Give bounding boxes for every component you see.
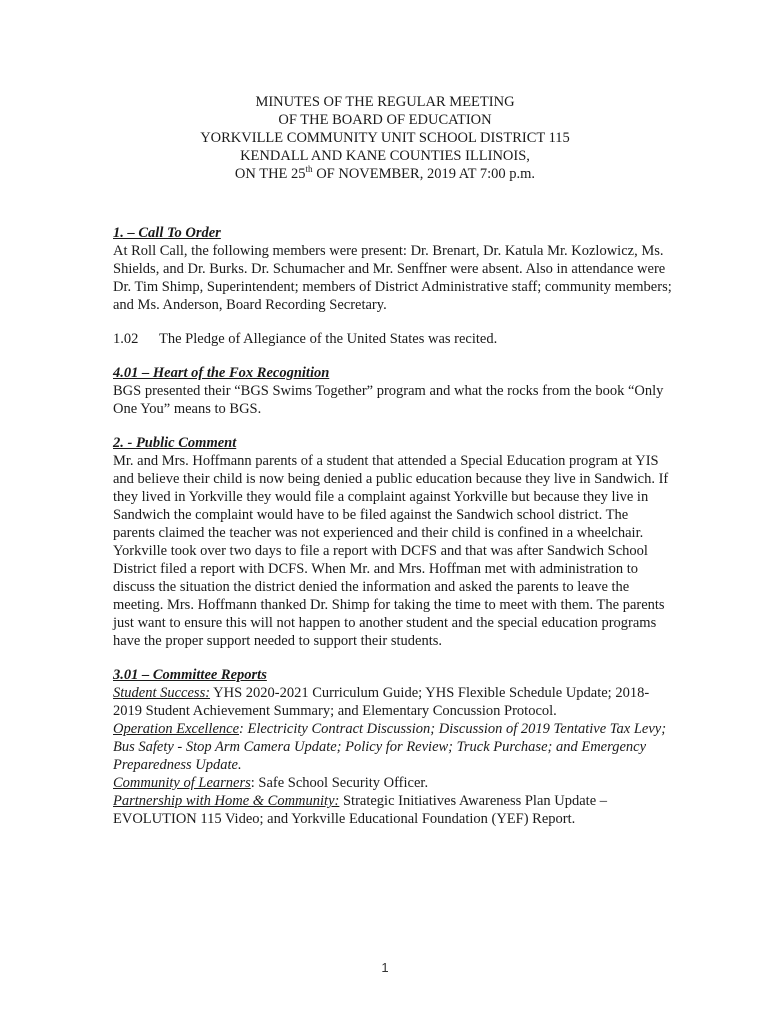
student-success-label: Student Success:: [113, 685, 211, 701]
pledge-text: The Pledge of Allegiance of the United States was recited.: [159, 331, 498, 347]
community-of-learners-paragraph: [113, 774, 673, 792]
header-line-5: [0, 165, 770, 183]
header-date-post: OF NOVEMBER, 2019 AT 7:00 p.m.: [312, 166, 536, 182]
pledge-number: 1.02: [113, 331, 139, 347]
operation-excellence-paragraph: [113, 720, 673, 774]
section-call-to-order: [113, 224, 673, 314]
document-header: [0, 93, 770, 183]
student-success-paragraph: [113, 684, 673, 720]
operation-excellence-text: : Electricity Contract Discussion; Discussion of 2019 Tentative Tax Levy; Bus Safety - Stop Arm Camera Update; Policy for Review; Truck Purchase; and Emergency Preparedness Update.: [113, 721, 667, 773]
document-body: [113, 224, 673, 828]
committee-reports-heading: 3.01 – Committee Reports: [113, 667, 267, 683]
header-date-pre: ON THE 25: [234, 166, 306, 182]
section-heart-of-fox: [113, 364, 673, 418]
heart-of-fox-body: BGS presented their “BGS Swims Together” program and what the rocks from the book “Only One You” means to BGS.: [113, 383, 664, 417]
community-of-learners-label: Community of Learners: [113, 775, 251, 791]
header-line-1: MINUTES OF THE REGULAR MEETING: [255, 94, 515, 110]
partnership-label: Partnership with Home & Community:: [113, 793, 340, 809]
partnership-text: Strategic Initiatives Awareness Plan Update – EVOLUTION 115 Video; and Yorkville Educational Foundation (YEF) Report.: [113, 793, 608, 827]
header-line-3: YORKVILLE COMMUNITY UNIT SCHOOL DISTRICT 115: [200, 130, 570, 146]
public-comment-body: Mr. and Mrs. Hoffmann parents of a student that attended a Special Education program at YIS and believe their child is now being denied a public education because they live in Sandwich. If they lived in Yorkville they would file a complaint against Yorkville but because they live in Sandwich the complaint would have to be filed against the Sandwich school district. The parents claimed the teacher was not experienced and their child is confined in a wheelchair. Yorkville took over two days to file a report with DCFS and that was after Sandwich School District filed a report with DCFS. When Mr. and Mrs. Hoffman met with administration to discuss the situation the district denied the information and asked the parents to leave the meeting. Mrs. Hoffmann thanked Dr. Shimp for taking the time to meet with them. The parents just want to ensure this will not happen to another student and the special education programs have the proper support needed to support their students.: [113, 453, 669, 649]
section-pledge: [113, 330, 673, 348]
call-to-order-heading: 1. – Call To Order: [113, 225, 221, 241]
partnership-paragraph: [113, 792, 673, 828]
section-committee-reports: [113, 666, 673, 828]
heart-of-fox-heading: 4.01 – Heart of the Fox Recognition: [113, 365, 330, 381]
operation-excellence-label: Operation Excellence: [113, 721, 240, 737]
student-success-text: YHS 2020-2021 Curriculum Guide; YHS Flexible Schedule Update; 2018-2019 Student Achievement Summary; and Elementary Concussion Protocol.: [113, 685, 650, 719]
page-number: 1: [381, 960, 389, 975]
header-line-4: KENDALL AND KANE COUNTIES ILLINOIS,: [240, 148, 530, 164]
header-date-sup: th: [305, 164, 313, 175]
header-line-2: OF THE BOARD OF EDUCATION: [278, 112, 492, 128]
call-to-order-body: At Roll Call, the following members were present: Dr. Brenart, Dr. Katula Mr. Kozlowicz, Ms. Shields, and Dr. Burks. Dr. Schumacher and Mr. Senffner were absent. Also in attendance were Dr. Tim Shimp, Superintendent; members of District Administrative staff; community members; and Ms. Anderson, Board Recording Secretary.: [113, 243, 672, 313]
section-public-comment: [113, 434, 673, 650]
community-of-learners-text: : Safe School Security Officer.: [250, 775, 429, 791]
public-comment-heading: 2. - Public Comment: [113, 435, 237, 451]
